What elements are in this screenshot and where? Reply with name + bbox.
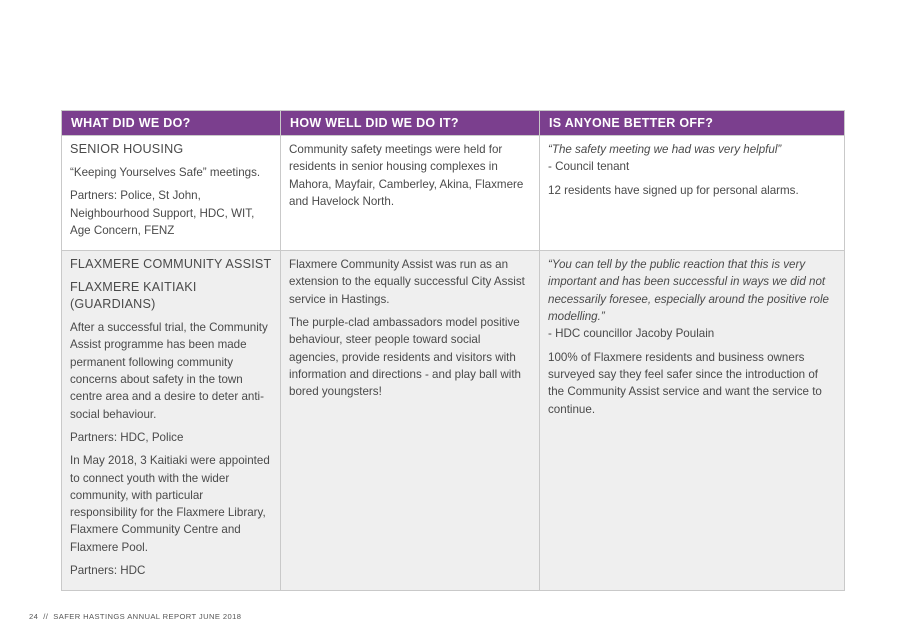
meetings-text: “Keeping Yourselves Safe” meetings. <box>70 166 261 179</box>
row-subheading: FLAXMERE KAITIAKI (GUARDIANS) <box>70 280 197 312</box>
better-off-cell <box>540 251 845 591</box>
testimonial-quote: “You can tell by the public reaction that this is very important and has been successful in ways we did not necessarily foresee, especially around the positive role modelling.” <box>548 258 829 324</box>
column-header-what: WHAT DID WE DO? <box>62 111 281 136</box>
result-text: 100% of Flaxmere residents and business owners surveyed say they feel safer since the introduction of the Community Assist service and want the service to continue. <box>548 350 822 416</box>
how-well-cell <box>281 251 540 591</box>
footer-separator: // <box>43 612 49 621</box>
better-off-cell <box>540 136 845 251</box>
outcome-text: Community safety meetings were held for residents in senior housing complexes in Mahora, Mayfair, Camberley, Akina, Flaxmere and Havelock North. <box>289 143 524 208</box>
partners-text: Partners: HDC, Police <box>70 430 184 444</box>
table-row <box>62 136 845 251</box>
kaitiaki-description: In May 2018, 3 Kaitiaki were appointed to connect youth with the wider community, with particular responsibility for the Flaxmere Library, Flaxmere Community Centre and Flaxmere Pool. <box>70 454 270 554</box>
partners-text: Partners: HDC <box>70 564 146 578</box>
quote-attribution: - Council tenant <box>548 160 630 174</box>
result-text: 12 residents have signed up for personal alarms. <box>548 183 799 197</box>
table-header-row <box>62 111 845 136</box>
page-number: 24 <box>29 612 39 621</box>
row-heading: FLAXMERE COMMUNITY ASSIST <box>70 257 272 272</box>
outcome-text: The purple-clad ambassadors model positive behaviour, steer people toward social agencies, provide residents and visitors with information and directions - and play ball with bored youngsters! <box>289 316 521 399</box>
table-row <box>62 251 845 591</box>
report-table <box>61 110 845 591</box>
programme-description: After a successful trial, the Community Assist programme has been made permanent following community concerns about safety in the town centre area and a desire to deter anti-social behaviour. <box>70 321 268 421</box>
column-header-how-well: HOW WELL DID WE DO IT? <box>281 111 540 136</box>
partners-text: Partners: Police, St John, Neighbourhood Support, HDC, WIT, Age Concern, FENZ <box>70 189 255 237</box>
senior-housing-cell <box>62 136 281 251</box>
report-title: SAFER HASTINGS ANNUAL REPORT JUNE 2018 <box>53 612 242 621</box>
quote-attribution: - HDC councillor Jacoby Poulain <box>548 327 715 341</box>
how-well-cell <box>281 136 540 251</box>
column-header-better-off: IS ANYONE BETTER OFF? <box>540 111 845 136</box>
flaxmere-cell <box>62 251 281 591</box>
row-heading: SENIOR HOUSING <box>70 142 184 156</box>
page-footer <box>29 612 241 621</box>
outcome-text: Flaxmere Community Assist was run as an extension to the equally successful City Assist service in Hastings. <box>289 258 525 306</box>
testimonial-quote: “The safety meeting we had was very helpful” <box>548 143 782 156</box>
